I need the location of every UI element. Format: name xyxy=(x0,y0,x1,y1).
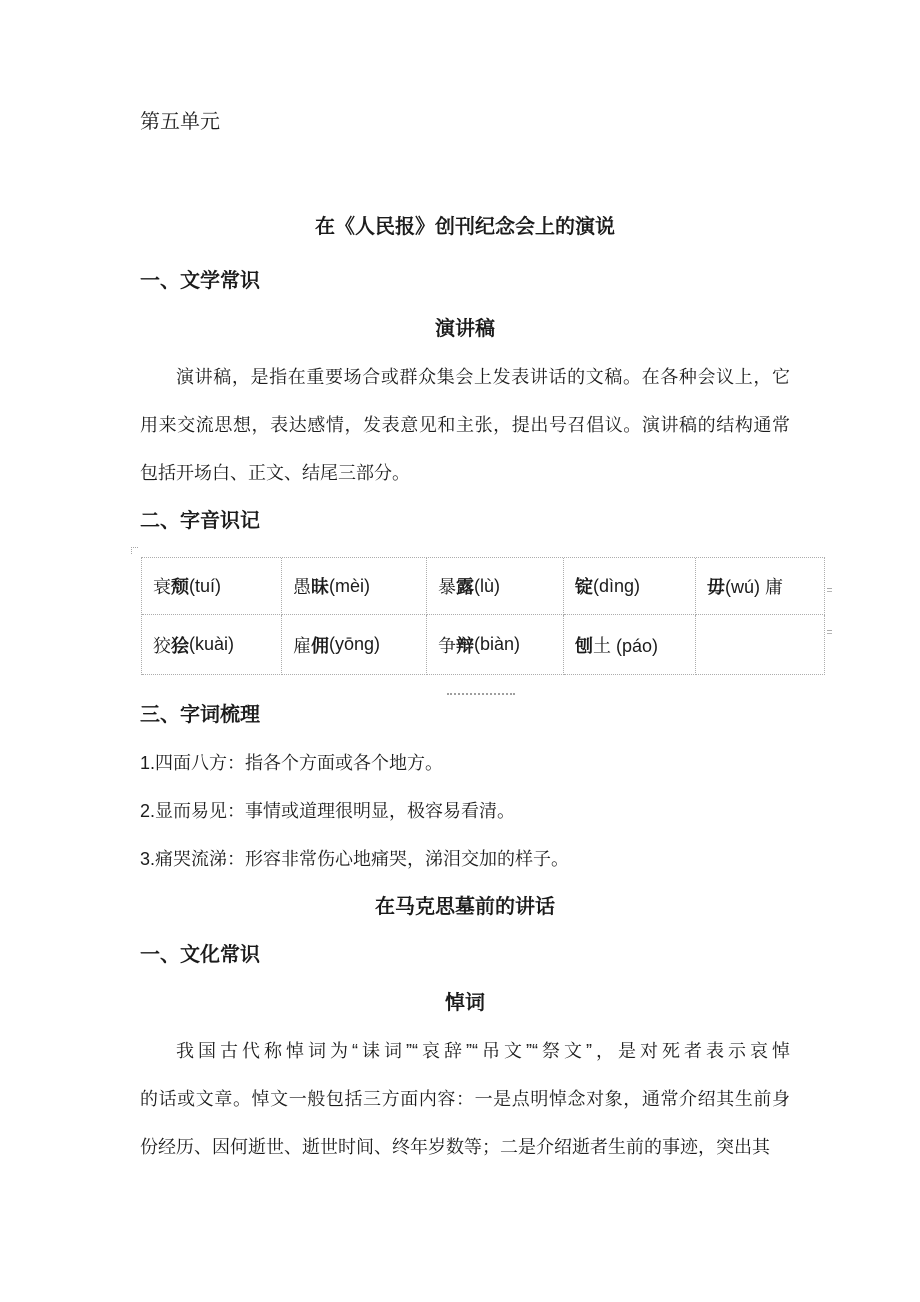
lesson2-title: 在马克思墓前的讲话 xyxy=(375,896,555,918)
section-heading-literary: 一、文学常识 xyxy=(140,270,260,292)
pronunciation-cell: 刨 土 (páo) xyxy=(564,615,696,675)
paragraph-line: 包括开场白、正文、结尾三部分。 xyxy=(140,463,410,483)
section-heading-phonetics: 二、字音识记 xyxy=(140,510,260,532)
pronunciation-cell xyxy=(696,615,825,675)
word-definitions-list xyxy=(140,739,790,883)
pronunciation-cell: 狡 狯 (kuài) xyxy=(142,615,282,675)
section-heading-culture: 一、文化常识 xyxy=(140,944,260,966)
scan-artifact-tick-top xyxy=(827,588,832,589)
scan-artifact-table-corner xyxy=(131,547,138,554)
paragraph-line: 份经历、因何逝世、逝世时间、终年岁数等；二是介绍逝者生前的事迹，突出其 xyxy=(140,1137,770,1157)
scan-artifact-dotted-line xyxy=(447,693,515,695)
list-item: 3.痛哭流涕：形容非常伤心地痛哭，涕泪交加的样子。 xyxy=(140,849,570,869)
paragraph-line: 演讲稿，是指在重要场合或群众集会上发表讲话的文稿。在各种会议上，它 xyxy=(176,367,790,387)
paragraph-line: 我国古代称悼词为“诔词”“哀辞”“吊文”“祭文”，是对死者表示哀悼 xyxy=(176,1041,790,1061)
list-item: 2.显而易见：事情或道理很明显，极容易看清。 xyxy=(140,801,516,821)
subheading-elegy: 悼词 xyxy=(445,992,485,1014)
section-heading-words: 三、字词梳理 xyxy=(140,704,260,726)
paragraph-speech-draft xyxy=(140,353,790,497)
pronunciation-table xyxy=(141,557,825,675)
paragraph-elegy xyxy=(140,1027,790,1171)
pronunciation-cell: 雇 佣 (yōng) xyxy=(282,615,427,675)
paragraph-line: 的话或文章。悼文一般包括三方面内容：一是点明悼念对象，通常介绍其生前身 xyxy=(140,1089,790,1109)
pronunciation-cell: 衰 颓 (tuí) xyxy=(142,558,282,615)
unit-label: 第五单元 xyxy=(140,111,220,133)
lesson1-title: 在《人民报》创刊纪念会上的演说 xyxy=(315,216,615,238)
paragraph-line: 用来交流思想，表达感情，发表意见和主张，提出号召倡议。演讲稿的结构通常 xyxy=(140,415,790,435)
scan-artifact-tick-bottom xyxy=(827,630,832,631)
pronunciation-cell: 暴 露 (lù) xyxy=(427,558,564,615)
subheading-speech-draft: 演讲稿 xyxy=(435,318,495,340)
pronunciation-cell: 愚 昧 (mèi) xyxy=(282,558,427,615)
list-item: 1.四面八方：指各个方面或各个地方。 xyxy=(140,753,444,773)
pronunciation-cell: 锭 (dìng) xyxy=(564,558,696,615)
pronunciation-cell: 争 辩 (biàn) xyxy=(427,615,564,675)
pronunciation-cell: 毋 (wú) 庸 xyxy=(696,558,825,615)
